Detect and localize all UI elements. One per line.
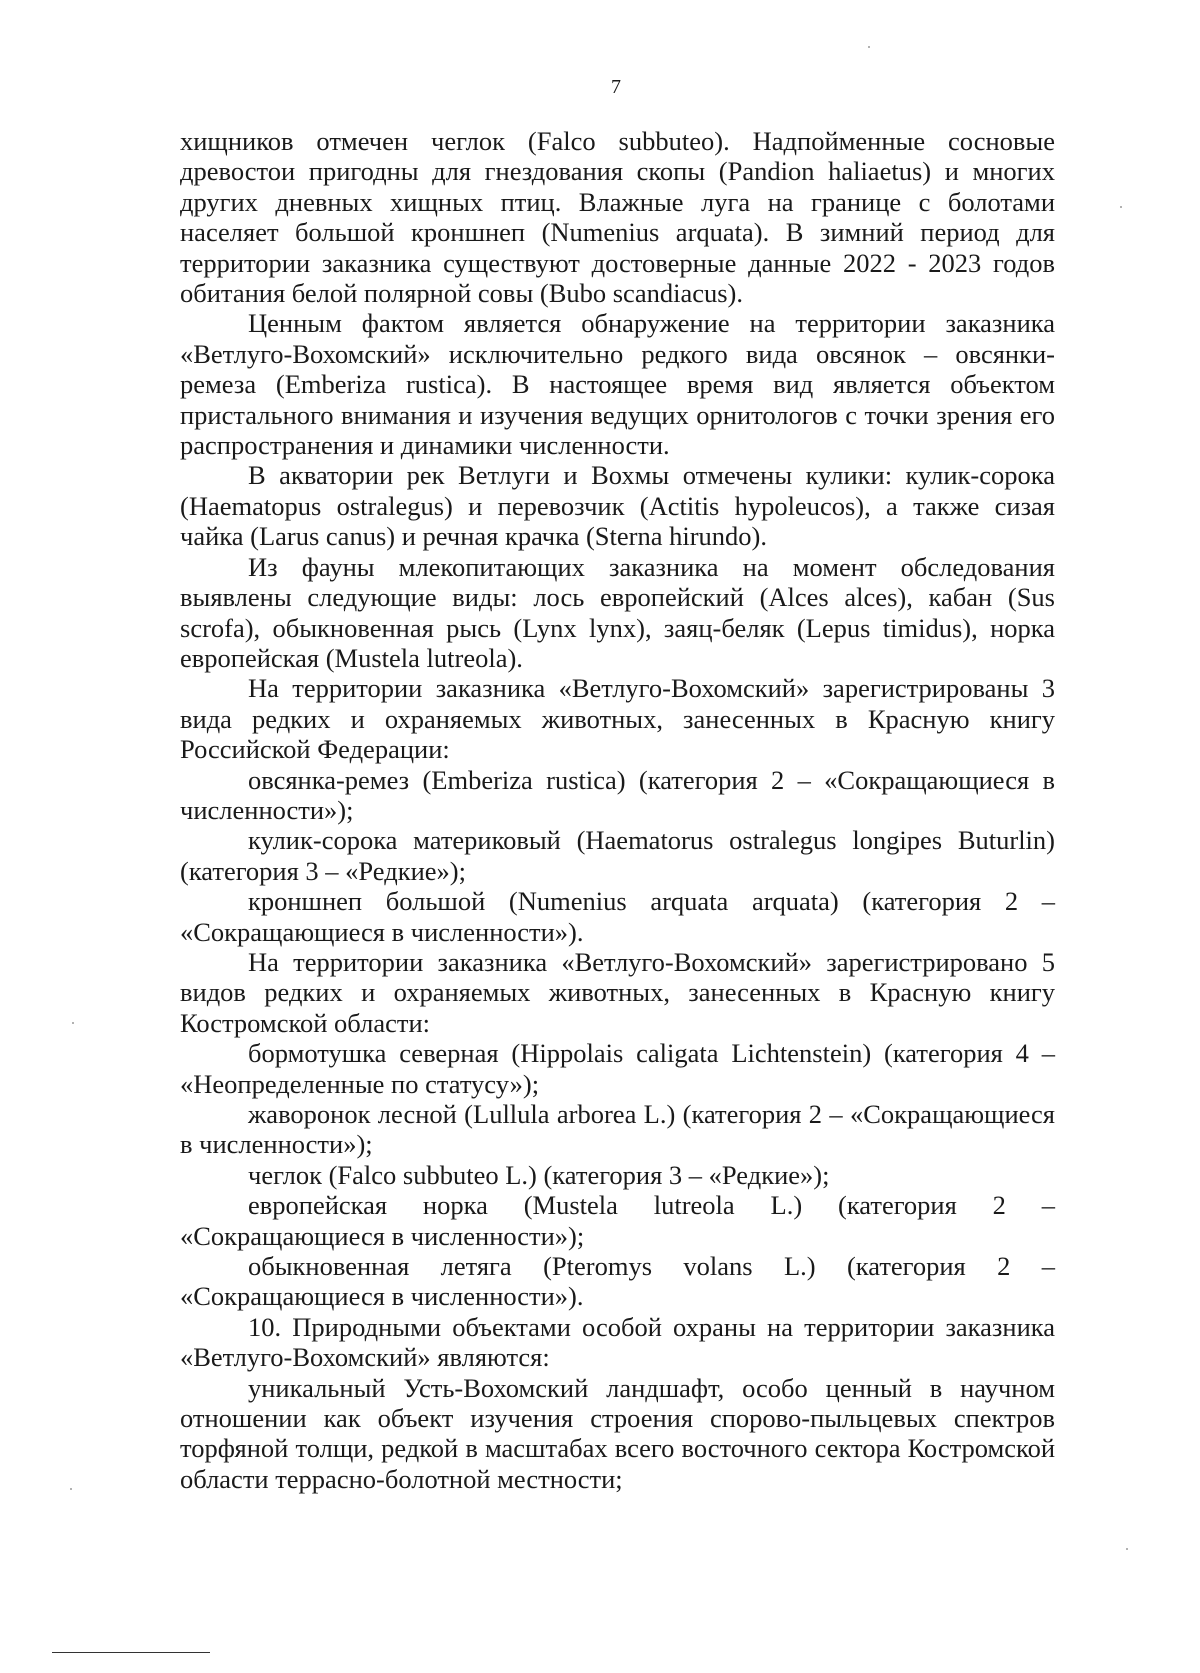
scan-speck xyxy=(1126,1548,1128,1550)
list-item-red-book-kostroma: жаворонок лесной (Lullula arborea L.) (категория 2 – «Сокращающиеся в численности»); xyxy=(180,1099,1055,1160)
list-item-red-book-kostroma: бормотушка северная (Hippolais caligata Lichtenstein) (категория 4 – «Неопределенные по статусу»); xyxy=(180,1038,1055,1099)
list-item-red-book-russia: кроншнеп большой (Numenius arquata arquata) (категория 2 – «Сокращающиеся в численности»). xyxy=(180,886,1055,947)
paragraph-red-book-kostroma-intro: На территории заказника «Ветлуго-Вохомский» зарегистрировано 5 видов редких и охраняемых животных, занесенных в Красную книгу Костромской области: xyxy=(180,946,1055,1038)
scan-speck xyxy=(72,1022,74,1024)
paragraph-waders: В акватории рек Ветлуги и Вохмы отмечены кулики: кулик-сорока (Haematopus ostralegus) и перевозчик (Actitis hypoleucos), а также сизая чайка (Larus canus) и речная крачка (Sterna hirundo). xyxy=(180,460,1055,552)
list-item-red-book-kostroma: чеглок (Falco subbuteo L.) (категория 3 – «Редкие»); xyxy=(248,1159,830,1190)
scan-speck xyxy=(1120,206,1122,208)
document-body xyxy=(180,126,1055,1494)
paragraph-mammals: Из фауны млекопитающих заказника на момент обследования выявлены следующие виды: лось европейский (Alces alces), кабан (Sus scrofa), обыкновенная рысь (Lynx lynx), заяц-беляк (Lepus timidus), норка европейская (Mustela lutreola). xyxy=(180,551,1055,673)
list-item-protected-object: уникальный Усть-Вохомский ландшафт, особо ценный в научном отношении как объект изучения строения спорово-пыльцевых спектров торфяной толщи, редкой в масштабах всего восточного сектора Костромской области террасно-болотной местности; xyxy=(180,1372,1055,1494)
scan-speck xyxy=(868,46,870,48)
list-item-red-book-kostroma: обыкновенная летяга (Pteromys volans L.) (категория 2 – «Сокращающиеся в численности»). xyxy=(180,1251,1055,1312)
list-item-red-book-russia: кулик-сорока материковый (Haematorus ostralegus longipes Buturlin) (категория 3 – «Редкие»); xyxy=(180,825,1055,886)
list-item-red-book-russia: овсянка-ремез (Emberiza rustica) (категория 2 – «Сокращающиеся в численности»); xyxy=(180,764,1055,825)
list-item-red-book-kostroma: европейская норка (Mustela lutreola L.) (категория 2 – «Сокращающиеся в численности»); xyxy=(180,1190,1055,1251)
paragraph-protected-objects-heading: 10. Природными объектами особой охраны на территории заказника «Ветлуго-Вохомский» являются: xyxy=(180,1311,1055,1373)
scan-speck xyxy=(70,1488,72,1490)
paragraph-birds-of-prey: хищников отмечен чеглок (Falco subbuteo). Надпойменные сосновые древостои пригодны для гнездования скопы (Pandion haliaetus) и многих других дневных хищных птиц. Влажные луга на границе с болотами населяет большой кроншнеп (Numenius arquata). В зимний период для территории заказника существуют достоверные данные 2022 - 2023 годов обитания белой полярной совы (Bubo scandiacus). xyxy=(180,126,1055,309)
page-number: 7 xyxy=(611,76,621,98)
paragraph-red-book-russia-intro: На территории заказника «Ветлуго-Вохомский» зарегистрированы 3 вида редких и охраняемых животных, занесенных в Красную книгу Российской Федерации: xyxy=(180,673,1055,765)
footer-rule xyxy=(52,1652,210,1653)
paragraph-emberiza-rustica: Ценным фактом является обнаружение на территории заказника «Ветлуго-Вохомский» исключительно редкого вида овсянок – овсянки-ремеза (Emberiza rustica). В настоящее время вид является объектом пристального внимания и изучения ведущих орнитологов с точки зрения его распространения и динамики численности. xyxy=(180,308,1055,461)
